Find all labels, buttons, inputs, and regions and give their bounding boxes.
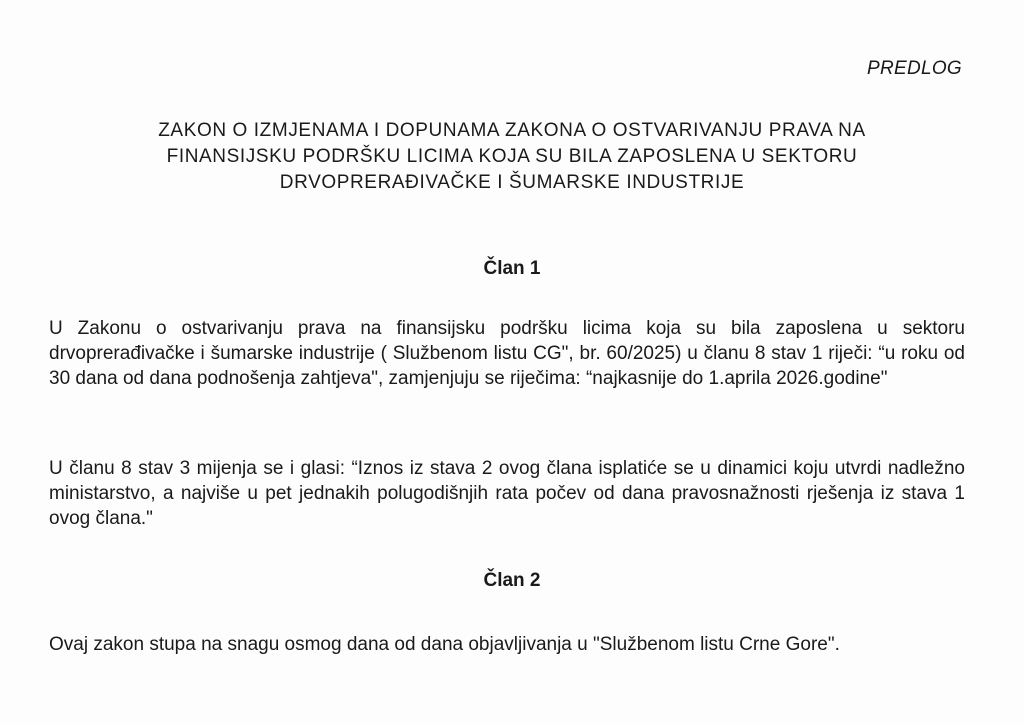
article-1-paragraph-2: U članu 8 stav 3 mijenja se i glasi: “Iznos iz stava 2 ovog člana isplatiće se u dinamici koju utvrdi nadležno ministarstvo, a najviše u pet jednakih polugodišnjih rata počev od dana pravosnažnosti rješenja iz stava 1 ovog člana." [49, 458, 965, 529]
article-1-paragraph-1: U Zakonu o ostvarivanju prava na finansijsku podršku licima koja su bila zaposlena u sektoru drvoprerađivačke i šumarske industrije ( Službenom listu CG", br. 60/2025) u članu 8 stav 1 riječi: “u roku od 30 dana od dana podnošenja zahtjeva", zamjenjuju se riječima: “najkasnije do 1.aprila 2026.godine" [49, 318, 965, 389]
article-2-paragraph-1: Ovaj zakon stupa na snagu osmog dana od dana objavljivanja u "Službenom listu Crne Gore". [49, 634, 840, 655]
document-status-label: PREDLOG [866, 58, 962, 79]
law-title-line: DRVOPRERAĐIVAČKE I ŠUMARSKE INDUSTRIJE [279, 172, 745, 193]
article-1-heading: Član 1 [483, 258, 541, 279]
law-title-line: FINANSIJSKU PODRŠKU LICIMA KOJA SU BILA ZAPOSLENA U SEKTORU [166, 146, 858, 167]
article-2-heading: Član 2 [483, 570, 541, 591]
law-title [40, 118, 984, 196]
law-title-line: ZAKON O IZMJENAMA I DOPUNAMA ZAKONA O OSTVARIVANJU PRAVA NA [158, 120, 866, 141]
